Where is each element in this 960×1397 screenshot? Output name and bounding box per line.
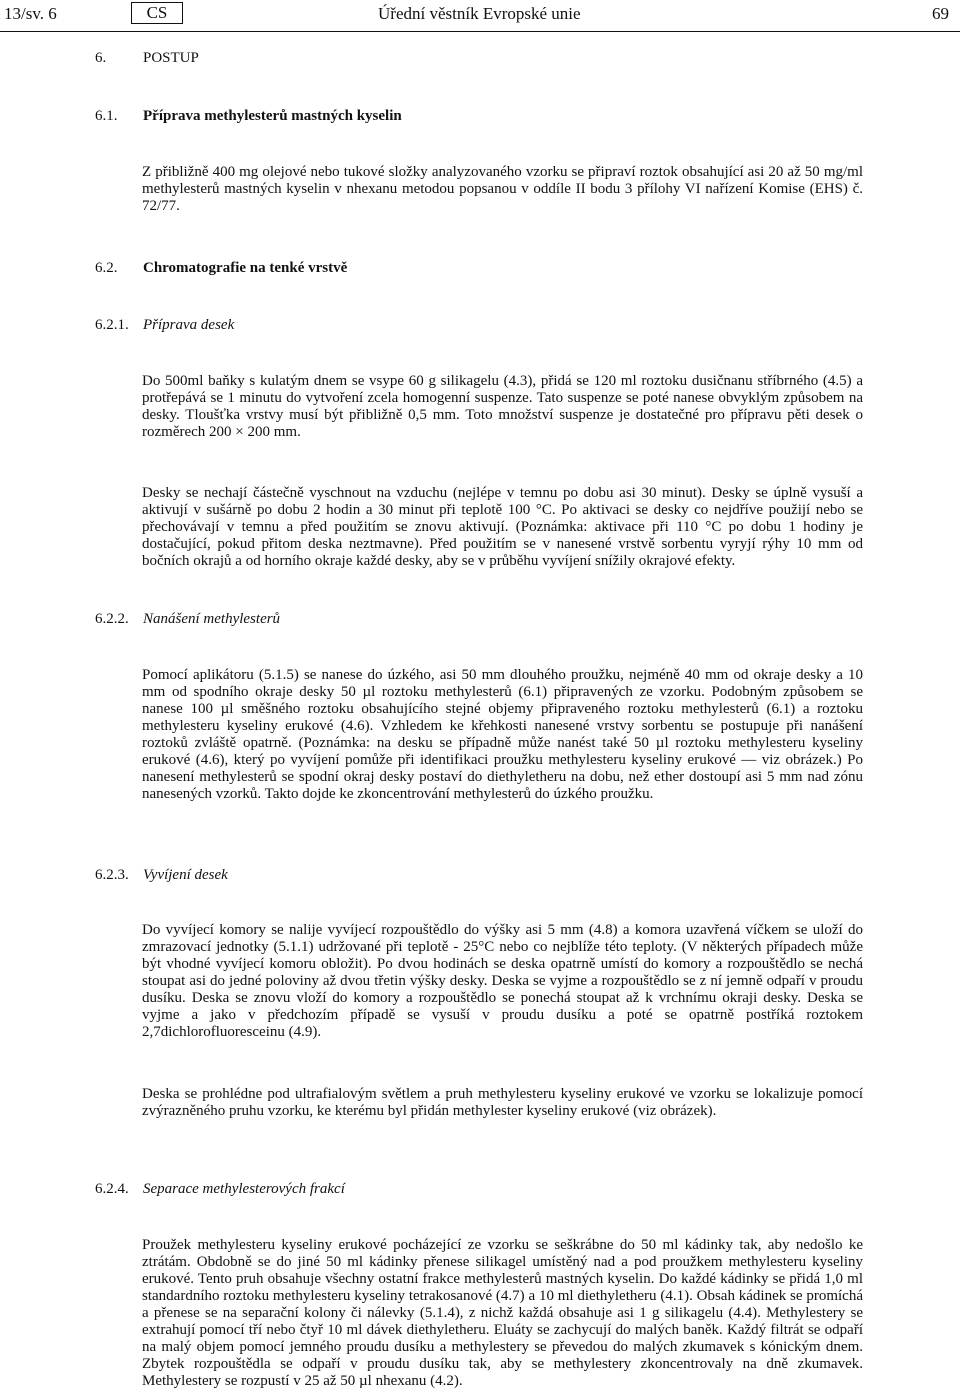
section-title: Příprava methylesterů mastných kyselin <box>143 108 402 124</box>
paragraph-uv-inspection: Deska se prohlédne pod ultrafialovým světlem a pruh methylesteru kyseliny erukové ve vzorku se lokalizuje pomocí zvýrazněného pruhu vzorku, ke kterému byl přidán methylester kyseliny erukové (viz obrázek). <box>142 1086 863 1119</box>
section-number: 6.2. <box>95 260 118 276</box>
paragraph-development: Do vyvíjecí komory se nalije vyvíjecí rozpouštědlo do výšky asi 5 mm (4.8) a komora uzavřená víčkem se uloží do zmrazovací jednotky (5.1.1) udržované při teplotě - 25°C nebo co nejblíže této teploty. (V některých případech může být vhodné vyvíjecí komoru obložit). Po dvou hodinách se deska opatrně umístí do komory a rozpouštědlo se nechá stoupat asi do jedné poloviny až dvou třetin výšky desky. Deska se vyjme a rozpouštědlo se z ní jemně odpaří v proudu dusíku. Deska se znovu vloží do komory a rozpouštědlo se ponechá stoupat až k vrchnímu okraji desky. Deska se vyjme a jako v předchozím případě se vysuší v proudu dusíku a poté se opatrně postříká roztokem 2,7dichlorofluoresceinu (4.9). <box>142 922 863 1040</box>
section-title: Nanášení methylesterů <box>143 611 281 627</box>
paragraph-plate-activation: Desky se nechají částečně vyschnout na vzduchu (nejlépe v temnu po dobu asi 30 minut). Desky se úplně vysuší a aktivují v sušárně po dobu 2 hodin a 30 minut při teplotě 100 °C. Po aktivaci se desky co nejdříve použijí nebo se přechovávají v temnu a před použitím se znovu aktivují. (Poznámka: aktivace při 110 °C po dobu 1 hodiny je dostačující, pokud přitom deska neztmavne). Před použitím se v nanesené vrstvě sorbentu vyryjí rýhy 10 mm od bočních okrajů a od horního okraje každé desky, aby se v průběhu vyvíjení snížily okrajové efekty. <box>142 485 863 569</box>
section-number: 6.1. <box>95 108 118 124</box>
section-title: Chromatografie na tenké vrstvě <box>143 260 348 276</box>
section-number: 6.2.1. <box>95 317 129 333</box>
section-heading-6-2-2 <box>95 610 280 628</box>
volume-label: 13/sv. 6 <box>4 4 57 23</box>
section-number: 6.2.3. <box>95 867 129 883</box>
paragraph-separation: Proužek methylesteru kyseliny erukové pocházející ze vzorku se seškrábne do 50 ml kádinky tak, aby nedošlo ke ztrátám. Obdobně se do jiné 50 ml kádinky přenese silikagel umístěný nad a pod proužkem methylesteru kyseliny erukové. Tento pruh obsahuje všechny ostatní frakce methylesterů mastných kyselin. Do každé kádinky se přidá 1,0 ml standardního roztoku methylesteru kyseliny tetrakosanové (4.7) a 10 ml diethyletheru (4.1). Obsah kádinek se promíchá a přenese se na separační kolony či nálevky (5.1.4), z nichž každá obsahuje asi 1 g silikagelu (4.4). Methylestery se extrahují pomocí tří nebo čtyř 10 ml dávek diethyletheru. Eluáty se zachycují do malých baněk. Každý filtrát se odpaří na malý objem pomocí jemného proudu dusíku a methylestery se převedou do malých zkumavek s kónickým dnem. Zbytek rozpouštědla se odpaří v proudu dusíku tak, aby se methylestery zkoncentrovaly na dně zkumavek. Methylestery se rozpustí v 25 až 50 µl nhexanu (4.2). <box>142 1237 863 1389</box>
header-rule <box>0 31 960 32</box>
section-heading-6 <box>95 49 199 67</box>
section-number: 6.2.2. <box>95 611 129 627</box>
paragraph-plate-preparation: Do 500ml baňky s kulatým dnem se vsype 60 g silikagelu (4.3), přidá se 120 ml roztoku dusičnanu stříbrného (4.5) a protřepává se 1 minutu do vytvoření zcela homogenní suspenze. Tato suspenze se poté nanese obvyklým způsobem na desky. Tloušťka vrstvy musí být přibližně 0,5 mm. Toto množství suspenze je dostatečné pro přípravu pěti desek o rozměrech 200 × 200 mm. <box>142 373 863 440</box>
language-badge: CS <box>131 2 183 24</box>
section-title: Vyvíjení desek <box>143 867 228 883</box>
section-heading-6-2 <box>95 259 347 277</box>
journal-title: Úřední věstník Evropské unie <box>378 4 581 23</box>
page-number: 69 <box>932 4 949 23</box>
paragraph-application: Pomocí aplikátoru (5.1.5) se nanese do úzkého, asi 50 mm dlouhého proužku, nejméně 40 mm od okraje desky a 10 mm od spodního okraje desky 50 µl roztoku methylesterů (6.1) připravených ze vzorku. Podobným způsobem se nanese 100 µl směšného roztoku obsahujícího stejné objemy připraveného roztoku methylesterů (6.1) a roztoku methylesteru kyseliny erukové (4.6). Vzhledem ke křehkosti nanesené vrstvy sorbentu se postupuje při nanášení roztoků zvláště opatrně. (Poznámka: na desku se případně může nanést také 50 µl roztoku methylesteru kyseliny erukové (4.6), který po vyvíjení pomůže při identifikaci proužku methylesteru kyseliny erukové — viz obrázek.) Po nanesení methylesterů se spodní okraj desky postaví do diethyletheru na dobu, než ether dostoupí asi 5 mm nad zónu nanesených vzorků. Takto dojde ke zkoncentrování methylesterů do úzkého proužku. <box>142 667 863 802</box>
section-heading-6-2-4 <box>95 1180 345 1198</box>
paragraph-6-1: Z přibližně 400 mg olejové nebo tukové složky analyzovaného vzorku se připraví roztok obsahující asi 20 až 50 mg/ml methylesterů mastných kyselin v nhexanu metodou popsanou v oddíle II bodu 3 přílohy VI nařízení Komise (EHS) č. 72/77. <box>142 164 863 214</box>
page-header <box>0 0 960 32</box>
section-heading-6-2-1 <box>95 316 234 334</box>
section-number: 6.2.4. <box>95 1181 129 1197</box>
section-heading-6-1 <box>95 107 402 125</box>
section-title: Separace methylesterových frakcí <box>143 1181 345 1197</box>
section-number: 6. <box>95 50 107 66</box>
section-heading-6-2-3 <box>95 866 228 884</box>
section-title: POSTUP <box>143 50 199 66</box>
section-title: Příprava desek <box>143 317 235 333</box>
